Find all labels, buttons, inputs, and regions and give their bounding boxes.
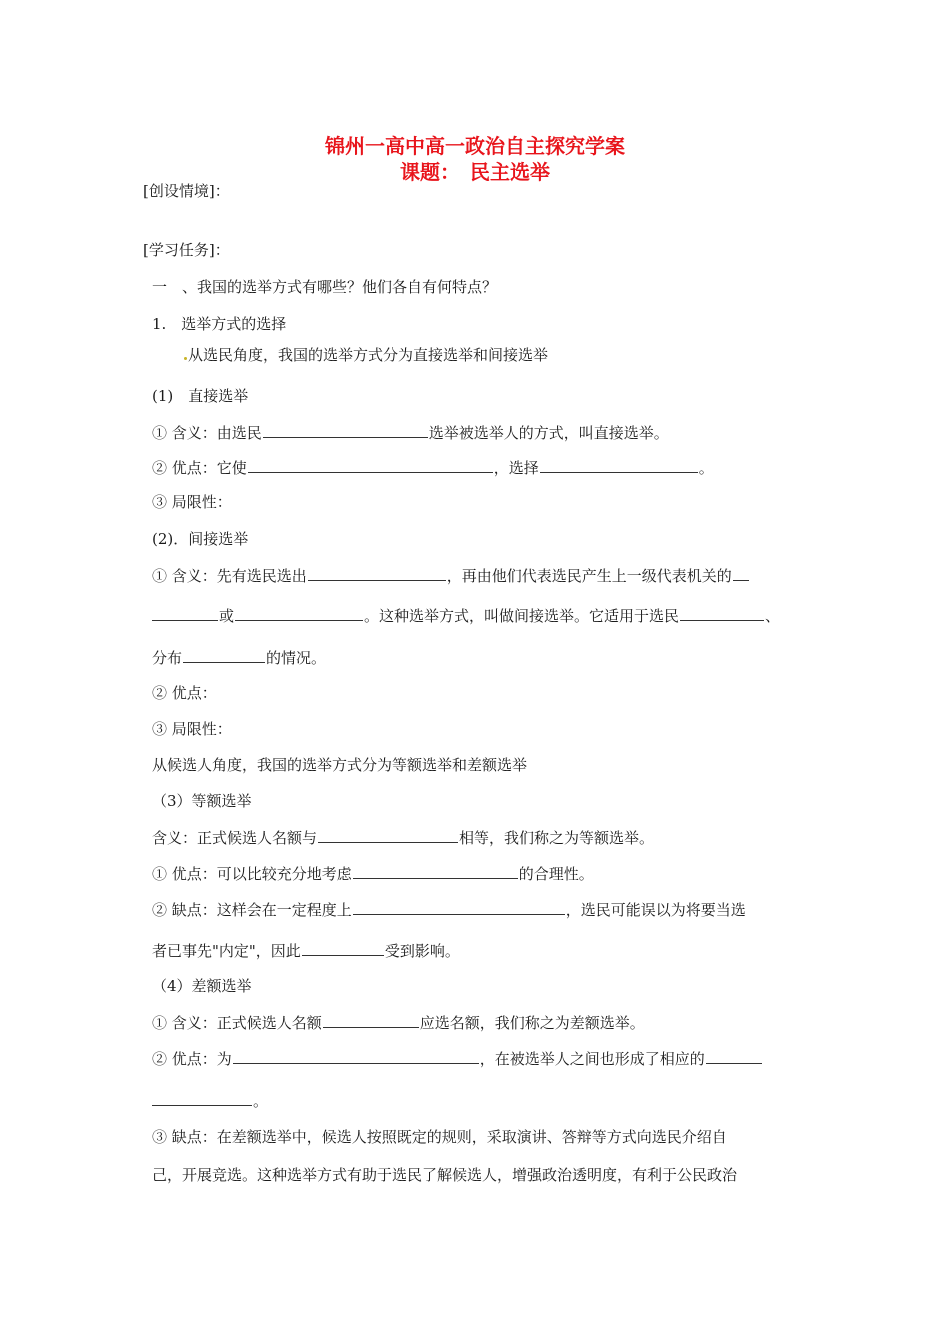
competitive-disadvantage-cont: 己，开展竞选。这种选举方式有助于选民了解候选人，增强政治透明度，有利于公民政治 [152,1166,738,1184]
fill-blank[interactable] [183,648,265,663]
direct-advantage: ② 优点：它使 ，选择 。 [152,459,714,477]
indirect-limitation: ③ 局限性： [152,720,232,738]
fill-blank[interactable] [152,1091,252,1106]
fill-blank[interactable] [248,458,493,473]
direct-election-heading: (1) 直接选举 [152,387,249,405]
subheading-selection: 1. 选举方式的选择 [152,315,287,333]
indirect-definition-cont: 或 。这种选举方式，叫做间接选举。它适用于选民 、 [152,606,780,625]
equal-disadvantage-cont: 者已事先"内定"，因此 受到影响。 [152,942,460,960]
fill-blank[interactable] [233,1049,479,1064]
competitive-disadvantage: ③ 缺点：在差额选举中，候选人按照既定的规则，采取演讲、答辩等方式向选民介绍自 [152,1128,727,1146]
fill-blank[interactable] [680,606,764,621]
selection-intro: 从选民角度，我国的选举方式分为直接选举和间接选举 [184,346,548,364]
indirect-advantage: ② 优点： [152,684,217,702]
fill-blank[interactable] [263,423,428,438]
equal-definition: 含义：正式候选人名额与 相等，我们称之为等额选举。 [152,829,655,847]
indirect-distribution: 分布 的情况。 [152,649,327,667]
competitive-definition: ① 含义：正式候选人名额 应选名额，我们称之为差额选举。 [152,1014,645,1032]
fill-blank[interactable] [323,1013,419,1028]
competitive-election-heading: （4）差额选举 [152,977,252,995]
document-title: 锦州一高中高一政治自主探究学案 [325,134,625,158]
fill-blank[interactable] [308,566,446,581]
fill-blank[interactable] [540,458,698,473]
fill-blank[interactable] [706,1049,762,1064]
equal-disadvantage: ② 缺点：这样会在一定程度上 ，选民可能误以为将要当选 [152,901,746,919]
section-tasks: [学习任务]： [143,241,230,259]
question-one: 一 、我国的选举方式有哪些？他们各自有何特点？ [152,278,498,296]
competitive-advantage-cont: 。 [152,1091,268,1110]
competitive-advantage: ② 优点：为 ，在被选举人之间也形成了相应的 [152,1049,763,1068]
fill-blank[interactable] [302,941,384,956]
indirect-definition: ① 含义：先有选民选出 ，再由他们代表选民产生上一级代表机关的 [152,566,750,585]
section-scenario: [创设情境]： [143,182,230,200]
direct-limitation: ③ 局限性： [152,493,232,511]
fill-blank[interactable] [353,864,518,879]
document-subtitle: 课题： 民主选举 [400,160,550,184]
fill-blank[interactable] [152,606,218,621]
fill-blank[interactable] [733,566,749,581]
equal-election-heading: （3）等额选举 [152,792,252,810]
candidate-intro: 从候选人角度，我国的选举方式分为等额选举和差额选举 [152,756,528,774]
fill-blank[interactable] [235,606,363,621]
fill-blank[interactable] [318,828,458,843]
equal-advantage: ① 优点：可以比较充分地考虑 的合理性。 [152,865,594,883]
fill-blank[interactable] [353,900,565,915]
margin-dot [184,357,187,360]
indirect-election-heading: (2)．间接选举 [152,530,249,548]
direct-definition: ① 含义：由选民 选举被选举人的方式，叫直接选举。 [152,424,669,442]
